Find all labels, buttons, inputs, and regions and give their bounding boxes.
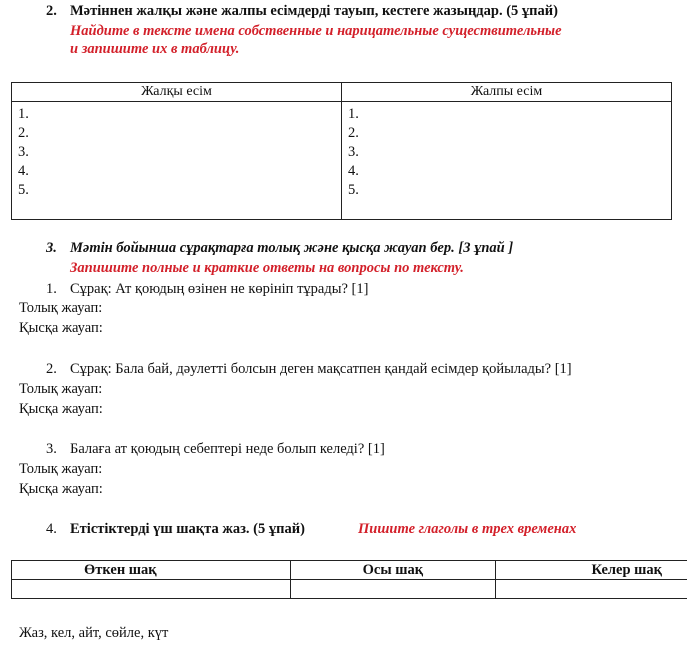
nouns-table — [11, 82, 672, 220]
full-answer-label: Толық жауап: — [19, 461, 103, 477]
row-number: 3. — [347, 144, 359, 160]
task2-subtitle-line2: и запишите их в таблицу. — [70, 41, 240, 57]
row-number: 5. — [18, 182, 29, 198]
verbs-list: Жаз, кел, айт, сөйле, күт — [19, 625, 169, 641]
question-3-text: Балаға ат қоюдың себептері неде болып келеді? [1] — [70, 441, 385, 457]
row-number: 5. — [347, 182, 359, 198]
past-tense-header: Өткен шақ — [12, 561, 291, 580]
common-nouns-header: Жалпы есім — [341, 83, 671, 102]
full-answer-label: Толық жауап: — [19, 381, 103, 397]
present-tense-header: Осы шақ — [290, 561, 495, 580]
task3-number: 3. — [46, 240, 57, 256]
task4-title: Етістіктерді үш шақта жаз. (5 ұпай) — [70, 521, 305, 537]
short-answer-label: Қысқа жауап: — [19, 481, 103, 497]
row-number: 1. — [18, 106, 29, 122]
tenses-table — [11, 560, 687, 599]
proper-nouns-header: Жалқы есім — [12, 83, 342, 102]
row-number: 3. — [18, 144, 29, 160]
question-1-text: Сұрақ: Ат қоюдың өзінен не көрініп тұрады? [1] — [70, 281, 369, 297]
full-answer-label: Толық жауап: — [19, 300, 103, 316]
task4-number: 4. — [46, 521, 57, 537]
row-number: 4. — [347, 163, 359, 179]
task2-number: 2. — [46, 3, 57, 19]
short-answer-label: Қысқа жауап: — [19, 401, 103, 417]
row-number: 1. — [347, 106, 359, 122]
short-answer-label: Қысқа жауап: — [19, 320, 103, 336]
proper-nouns-cell[interactable] — [12, 102, 342, 220]
common-nouns-cell[interactable] — [341, 102, 671, 220]
task2-subtitle-line1: Найдите в тексте имена собственные и нарицательные существительные — [70, 23, 562, 39]
row-number: 4. — [18, 163, 29, 179]
row-number: 2. — [347, 125, 359, 141]
task3-subtitle: Запишите полные и краткие ответы на вопросы по тексту. — [70, 260, 464, 276]
task3-title: Мәтін бойынша сұрақтарға толық және қысқа жауап бер. [3 ұпай ] — [70, 240, 514, 256]
question-2-text: Сұрақ: Бала бай, дәулетті болсын деген мақсатпен қандай есімдер қойылады? [1] — [70, 361, 572, 377]
question-3-number: 3. — [46, 441, 57, 457]
future-tense-header: Келер шақ — [495, 561, 687, 580]
question-1-number: 1. — [46, 281, 57, 297]
past-tense-cell[interactable] — [12, 580, 291, 599]
present-tense-cell[interactable] — [290, 580, 495, 599]
task2-title: Мәтіннен жалқы және жалпы есімдерді тауып, кестеге жазыңдар. (5 ұпай) — [70, 3, 558, 19]
question-2-number: 2. — [46, 361, 57, 377]
row-number: 2. — [18, 125, 29, 141]
task4-subtitle: Пишите глаголы в трех временах — [358, 521, 577, 537]
future-tense-cell[interactable] — [495, 580, 687, 599]
